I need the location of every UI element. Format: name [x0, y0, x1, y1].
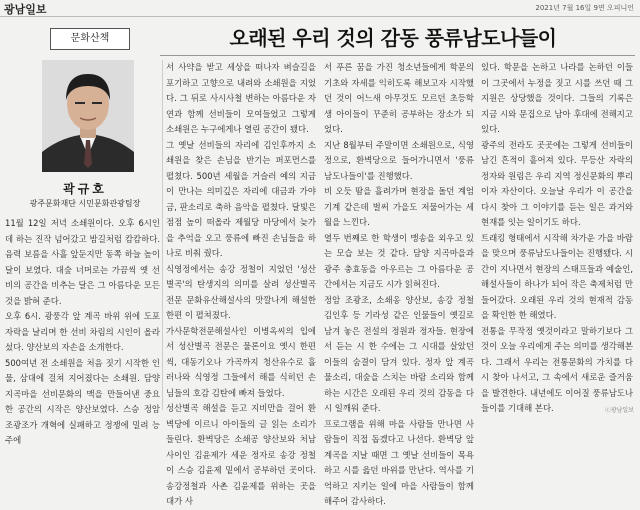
paragraph: 광주의 전라도 곳곳에는 그렇게 선비들이 남긴 흔적이 흩어져 있다. 무등산 자락의 정자와 원림은 우리 지역 정신문화의 뿌리이자 자산이다. 오늘날 우리가 이 공간을 다시 찾아 그 이야기를 듣는 일은 과거와 현재를 잇는 일이기도 하다. — [481, 139, 633, 227]
paragraph: 오후 6시. 광풍각 앞 계곡 바위 위에 도포자락을 날리며 한 선비 차림의 시인이 올라섰다. 양산보의 자손을 소개한다. — [5, 311, 160, 352]
headline-rule — [160, 55, 635, 56]
paragraph: 트래킹 형태에서 시작해 차가운 가을 바람을 맞으며 풍류남도나들이는 진행됐다. 시간이 지나면서 현장의 스태프들과 예술인, 해설사들이 하나가 되어 작은 축제처럼 만들어갔다. 오래된 우리 것의 현재적 감동을 확인한 한 해였다. — [481, 232, 633, 320]
paragraph: 비 오듯 땀을 흘려가며 현장을 돌던 계엄기계 같은데 벌써 가을도 저물어가는 세월을 느낀다. — [324, 186, 474, 227]
paragraph: 열두 번째로 한 학생이 맹송을 외우고 있는 모습 보는 것 같다. 담양 지곡마을과 광주 충효동을 아우르는 그 아름다운 공간에서는 지금도 시가 읽혀진다. — [324, 232, 474, 289]
footer-mark: ⓒ광남일보 — [604, 407, 634, 414]
author-title: 광주문화재단 시민문화관광팀장 — [29, 199, 141, 208]
article-column-1 — [5, 216, 160, 445]
article-column-3 — [324, 60, 474, 506]
paragraph: 서 푸른 꿈을 가진 청소년들에게 학문의 기초와 자세를 익히도록 해보고자 시작했던 것이 어느새 아무것도 모르던 초등학생 아이들이 꾸준히 공부하는 장소가 되었다. — [324, 62, 474, 134]
paragraph: 가사문학전문해설사인 이병옥씨의 입에서 성산별곡 전문은 물론이요 옛시 한편씩, 대동기오나 가곡까지 청산유수로 흘러나와 식영정 그들에서 해를 식히던 손님들의 호감 김탄에 빠져 들었다. — [166, 325, 316, 398]
paragraph: 500여년 전 소쇄원을 처음 짓기 시작한 인물, 삼대에 걸쳐 지어졌다는 소쇄원. 담양 지곡마을 선비문화의 맥을 만들어낸 중요한 공간의 시작은 양산보였다. 스승 정암 조광조가 개혁에 실패하고 정쟁에 밀려 능주에 — [5, 357, 160, 445]
article-column-2 — [166, 60, 316, 506]
newspaper-logo: 광남일보 — [4, 3, 47, 16]
article-headline: 오래된 우리 것의 감동 풍류남도나들이 — [229, 26, 557, 50]
paragraph: 식영정에서는 송강 정철이 지었던 '성산별곡'의 탄생지의 의미를 살려 성산별곡 전문 문화유산해설사의 맛깔나게 해설한 한편 이 펼쳐졌다. — [166, 263, 316, 320]
dateline: 2021년 7월 16일 9면 오피니언 — [535, 4, 634, 12]
paragraph: 프로그램을 위해 마을 사람들 만나면 사람들이 직접 돕겠다고 나선다. 환벽당 앞 계곡을 지날 때면 그 옛날 선비들이 목욕하고 시를 읊던 바위를 만난다. 역사를 기억하고 지키는 일에 마을 사람들이 함께 해주어 감사하다. — [324, 418, 474, 506]
column-divider — [162, 60, 163, 410]
paragraph: 지난 8월부터 주말이면 소쇄원으로, 식영정으로, 환벽당으로 들어가니면서 '풍류남도나들이'를 진행했다. — [324, 139, 474, 181]
masthead — [0, 0, 640, 17]
paragraph: 정암 조광조, 소쇄옹 양산보, 송강 정철 김인후 등 기라성 같은 인물들이 옛길로 남겨 놓은 전설의 정원과 정자들. 현장에서 듣는 시 한 수에는 그 시대를 살았던 이들의 숨결이 담겨 있다. 정자 앞 계곡 물소리, 대숲을 스치는 바람 소리와 함께 하는 시간은 오래된 우리 것의 감동을 다시 일깨워 준다. — [324, 294, 474, 413]
paragraph: 11월 12일 저녁 소쇄원이다. 오후 6시인데 하는 진작 넘어갔고 밤길처럼 캄캄하다. 음력 보름을 사흘 앞둔지만 동쪽 하늘 높이 달이 보였다. 대숲 너머로는 가끔씩 옛 선비의 공간을 비추는 달은 그 아름다운 모든 것을 밝혀 준다. — [5, 218, 160, 306]
paragraph: 전통을 무작정 옛것이라고 말하기보다 그것이 오늘 우리에게 주는 의미를 생각해본다. 그래서 우리는 전통문화의 가치를 다시 찾아 나서고, 그 속에서 새로운 즐거움을 발견한다. 내년에도 이어질 풍류남도나들이를 기대해 본다. — [481, 325, 633, 413]
paragraph: 서 사약을 받고 세상을 떠나자 벼슬길을 포기하고 고향으로 내려와 소쇄원을 지었다. 그 뒤로 사시사철 변하는 아름다운 자연과 함께 선비들이 모여들었고 그렇게 소쇄원은 누구에게나 열린 공간이 됐다. — [166, 62, 316, 134]
paragraph: 그 옛날 선비들의 자리에 김인후까지 소쇄원을 찾은 손님을 반기는 퍼포먼스를 펼쳤다. 500년 세월을 거슬러 예의 지금이 만나는 의미깊은 자리에 대금과 가야금, 판소리로 축하 음악을 펼쳤다. 달빛은 점점 높이 떠올라 제월당 마당에서 늦가을 추억을 오고 풍류에 빠진 손님들을 하나로 비춰 줬다. — [166, 139, 316, 258]
author-name: 곽규호 — [63, 182, 107, 196]
section-tag: 문화산책 — [50, 28, 130, 50]
paragraph: 성산별곡 해설을 듣고 지비만을 걸어 환벽당에 이르니 아이들의 글 읽는 소리가 들린다. 환벽당은 소쇄공 양산보와 처남 사이인 김윤제가 세운 정자로 송강 정철이 스승 김윤제 밑에서 공부하던 곳이다. 송강정철과 사촌 김윤제를 위하는 곳을 대가 사 — [166, 403, 316, 506]
author-portrait — [42, 60, 134, 172]
paragraph: 있다. 학문을 논하고 나라를 논하던 이들이 그곳에서 누정을 짓고 시를 쓰던 때 그 지원은 상당했을 것이다. 그들의 기록은 지금 시와 문집으로 남아 후대에 전해지고 있다. — [481, 62, 633, 134]
